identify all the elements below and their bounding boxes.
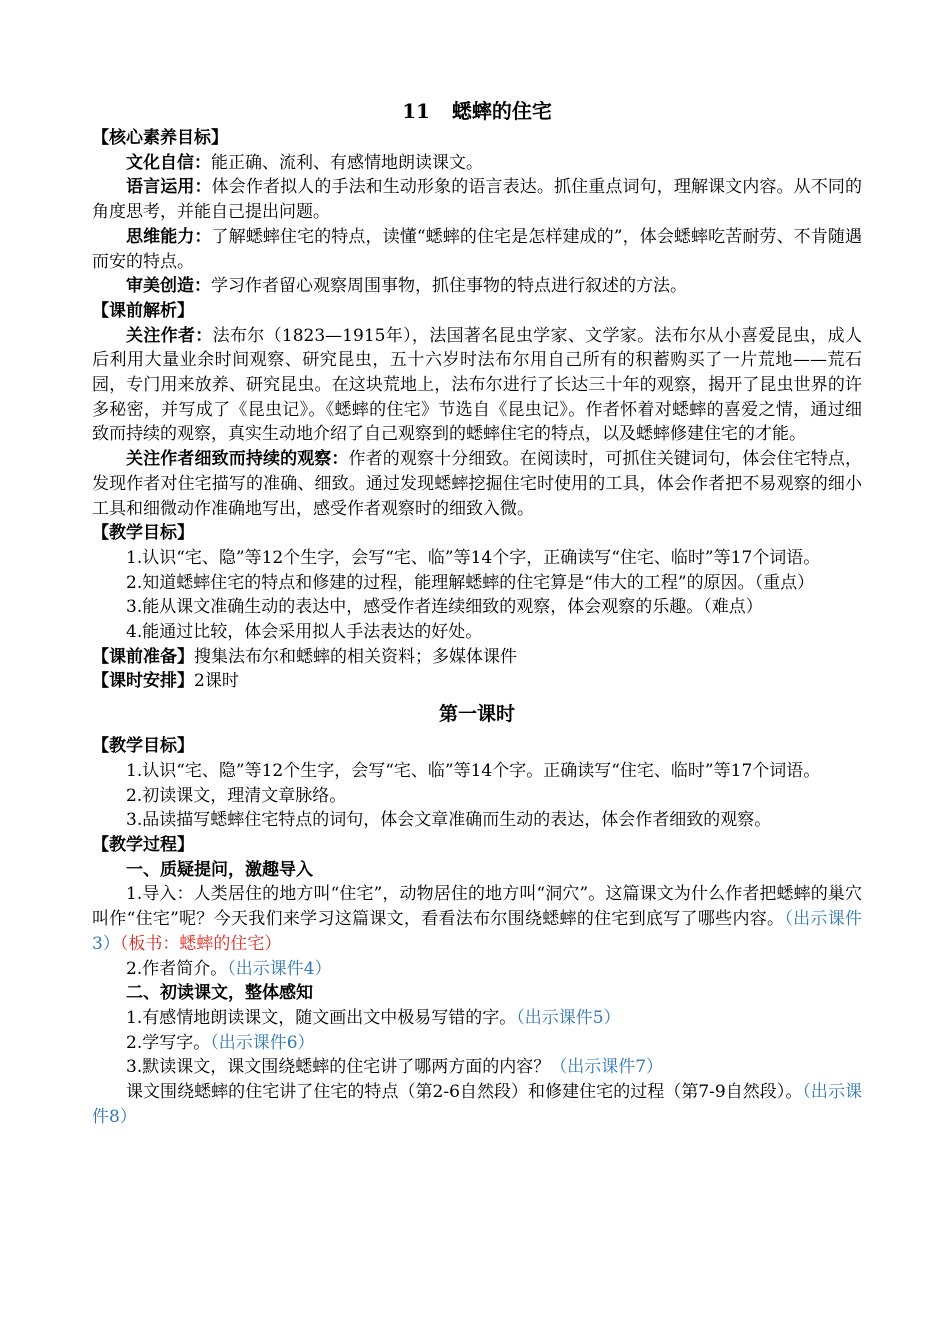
courseware-note: （出示课件3） bbox=[92, 909, 862, 954]
teaching-goal-item: 1.认识“宅、隐”等12个生字，会写“宅、临”等14个字，正确读写“住宅、临时”等17个词语。 bbox=[126, 547, 821, 568]
courseware-note: （出示课件7） bbox=[550, 1057, 664, 1078]
paragraph-text: 2.作者简介。 bbox=[126, 958, 228, 979]
analysis-heading: 【课前解析】 bbox=[92, 300, 194, 321]
core-goals-heading: 【核心素养目标】 bbox=[92, 128, 228, 148]
courseware-note: （出示课件5） bbox=[516, 1007, 621, 1028]
section-two-paragraph bbox=[92, 1055, 862, 1080]
courseware-note: （出示课件6） bbox=[210, 1032, 315, 1053]
core-goal-text: 学习作者留心观察周围事物，抓住事物的特点进行叙述的方法。 bbox=[211, 276, 687, 297]
courseware-note: （出示课件4） bbox=[227, 958, 332, 979]
lesson-title bbox=[92, 96, 862, 126]
section-two-paragraph bbox=[92, 1006, 862, 1031]
core-goal-label: 文化自信： bbox=[126, 152, 211, 173]
section-two-heading: 二、初读课文，整体感知 bbox=[126, 983, 313, 1004]
lesson-name: 蟋蟀的住宅 bbox=[451, 99, 552, 123]
lesson-one-goal-item: 2.初读课文，理清文章脉络。 bbox=[126, 785, 347, 806]
schedule-text: 2课时 bbox=[194, 671, 239, 692]
preparation-line bbox=[92, 645, 862, 670]
analysis-author bbox=[92, 324, 862, 448]
analysis-text: 作者的观察十分细致。在阅读时，可抓住关键词句，体会住宅特点，发现作者对住宅描写的准确、细致。通过发现蟋蟀挖掘住宅时使用的工具，体会作者把不易观察的细小工具和细微动作准确地写出，感受作者观察时的细致入微。 bbox=[92, 449, 862, 519]
paragraph-text: 1.有感情地朗读课文，随文画出文中极易写错的字。 bbox=[126, 1007, 517, 1028]
schedule-heading: 【课时安排】 bbox=[92, 671, 194, 692]
paragraph-text: 3.默读课文，课文围绕蟋蟀的住宅讲了哪两方面的内容？ bbox=[126, 1057, 551, 1078]
core-goal-language bbox=[92, 175, 862, 224]
lesson-number: 11 bbox=[402, 99, 430, 123]
analysis-label: 关注作者： bbox=[126, 325, 213, 346]
paragraph-text: 课文围绕蟋蟀的住宅讲了住宅的特点（第2-6自然段）和修建住宅的过程（第7-9自然段）。 bbox=[126, 1082, 803, 1103]
courseware-note: （出示课件8） bbox=[92, 1082, 862, 1127]
preparation-text: 搜集法布尔和蟋蟀的相关资料；多媒体课件 bbox=[194, 646, 517, 667]
lesson-one-goal-item: 3.品读描写蟋蟀住宅特点的词句，体会文章准确而生动的表达，体会作者细致的观察。 bbox=[126, 810, 772, 831]
teaching-goals-heading: 【教学目标】 bbox=[92, 523, 194, 544]
core-goal-thinking bbox=[92, 225, 862, 274]
teaching-goal-item: 2.知道蟋蟀住宅的特点和修建的过程，能理解蟋蟀的住宅算是“伟大的工程”的原因。（重点） bbox=[126, 572, 815, 593]
core-goal-label: 思维能力： bbox=[126, 226, 212, 247]
core-goal-label: 审美创造： bbox=[126, 276, 211, 297]
analysis-label: 关注作者细致而持续的观察： bbox=[126, 449, 349, 470]
teaching-goal-item: 4.能通过比较，体会采用拟人手法表达的好处。 bbox=[126, 622, 483, 643]
lesson-one-title: 第一课时 bbox=[438, 703, 515, 726]
paragraph-text: 2.学写字。 bbox=[126, 1032, 211, 1053]
schedule-line bbox=[92, 669, 862, 694]
core-goal-aesthetic bbox=[92, 274, 862, 299]
section-two-paragraph bbox=[92, 1080, 862, 1129]
preparation-heading: 【课前准备】 bbox=[92, 646, 194, 667]
paragraph-text: 1.导入：人类居住的地方叫“住宅”，动物居住的地方叫“洞穴”。这篇课文为什么作者把蟋蟀的巢穴叫作“住宅”呢？今天我们来学习这篇课文，看看法布尔围绕蟋蟀的住宅到底写了哪些内容。 bbox=[92, 884, 862, 930]
lesson-plan-page bbox=[92, 96, 862, 1129]
section-two-paragraph bbox=[92, 1031, 862, 1056]
blackboard-note: （板书：蟋蟀的住宅） bbox=[119, 933, 282, 954]
section-one-heading: 一、质疑提问，激趣导入 bbox=[126, 859, 313, 880]
section-one-paragraph bbox=[92, 957, 862, 982]
core-goal-text: 了解蟋蟀住宅的特点，读懂“蟋蟀的住宅是怎样建成的”，体会蟋蟀吃苦耐劳、不肯随遇而安的特点。 bbox=[92, 226, 863, 272]
core-goal-label: 语言运用： bbox=[126, 177, 212, 198]
core-goal-text: 能正确、流利、有感情地朗读课文。 bbox=[211, 152, 483, 173]
analysis-observation bbox=[92, 447, 862, 521]
process-heading: 【教学过程】 bbox=[92, 834, 194, 855]
lesson-one-goal-item: 1.认识“宅、隐”等12个生字，会写“宅、临”等14个字。正确读写“住宅、临时”等17个词语。 bbox=[126, 760, 821, 781]
core-goal-culture bbox=[92, 151, 862, 176]
lesson-one-goals-heading: 【教学目标】 bbox=[92, 736, 194, 757]
section-one-paragraph bbox=[92, 882, 862, 956]
teaching-goal-item: 3.能从课文准确生动的表达中，感受作者连续细致的观察，体会观察的乐趣。（难点） bbox=[126, 597, 763, 618]
core-goal-text: 体会作者拟人的手法和生动形象的语言表达。抓住重点词句，理解课文内容。从不同的角度思考，并能自己提出问题。 bbox=[92, 177, 863, 223]
analysis-text: 法布尔（1823—1915年），法国著名昆虫学家、文学家。法布尔从小喜爱昆虫，成人后利用大量业余时间观察、研究昆虫，五十六岁时法布尔用自己所有的积蓄购买了一片荒地——荒石园，专门用来放养、研究昆虫。在这块荒地上，法布尔进行了长达三十年的观察，揭开了昆虫世界的许多秘密，并写成了《昆虫记》。《蟋蟀的住宅》节选自《昆虫记》。作者怀着对蟋蟀的喜爱之情，通过细致而持续的观察，真实生动地介绍了自己观察到的蟋蟀住宅的特点，以及蟋蟀修建住宅的才能。 bbox=[92, 325, 863, 445]
